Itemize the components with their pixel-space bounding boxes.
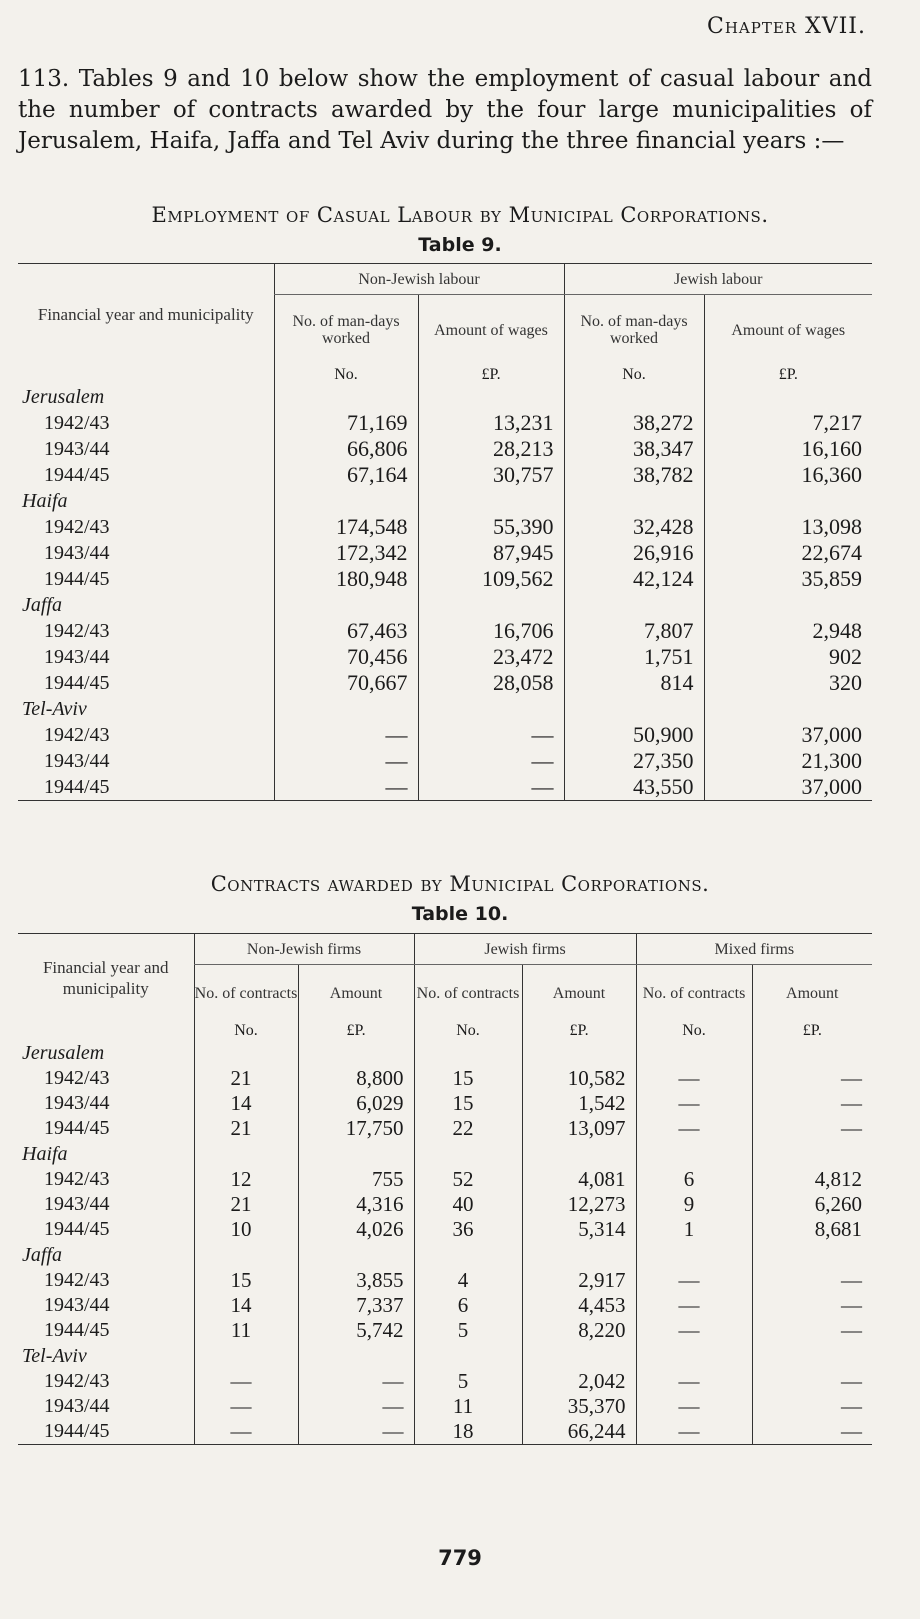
table10-heading: Contracts awarded by Municipal Corporations.	[210, 872, 710, 896]
nj-wages-value: 16,706	[418, 618, 564, 644]
nj-contracts-value: 14	[194, 1293, 298, 1318]
financial-year: 1942/43	[44, 619, 110, 642]
nj-amount-value: 3,855	[298, 1268, 414, 1293]
m-contracts-value: —	[636, 1268, 752, 1293]
j-amount-value: 10,582	[522, 1066, 636, 1091]
table9-heading: Employment of Casual Labour by Municipal Corporations.	[151, 203, 769, 227]
table10-empty-cell	[636, 1141, 752, 1167]
j-amount-value: 13,097	[522, 1116, 636, 1141]
municipality-name: Jaffa	[22, 1243, 62, 1266]
table9-empty-cell	[418, 696, 564, 722]
table9-empty-cell	[274, 696, 418, 722]
m-amount-value: 8,681	[752, 1217, 872, 1242]
j-mandays-value: 38,347	[564, 436, 704, 462]
nj-contracts-value: 21	[194, 1066, 298, 1091]
table10-row	[18, 1369, 872, 1394]
table9-empty-cell	[564, 696, 704, 722]
table9-row	[18, 540, 872, 566]
intro-paragraph: 113. Tables 9 and 10 below show the employment of casual labour and the number of contracts awarded by the four large municipalities of Jerusalem, Haifa, Jaffa and Tel Aviv during the three financial years :—	[18, 66, 872, 154]
financial-year: 1942/43	[44, 723, 110, 746]
nj-wages-value: 87,945	[418, 540, 564, 566]
table9-group-jewish: Jewish labour	[564, 264, 872, 295]
m-contracts-value: —	[636, 1091, 752, 1116]
nj-amount-value: —	[298, 1419, 414, 1445]
j-mandays-value: 50,900	[564, 722, 704, 748]
table9-row	[18, 774, 872, 801]
m-amount-value: —	[752, 1091, 872, 1116]
j-amount-value: 2,917	[522, 1268, 636, 1293]
table10-unit-j-amt: £P.	[522, 1021, 636, 1040]
nj-contracts-value: 11	[194, 1318, 298, 1343]
table10-unit-m-no: No.	[636, 1021, 752, 1040]
table10-empty-cell	[194, 1343, 298, 1369]
table10-municipality-row	[18, 1343, 872, 1369]
nj-contracts-value: 10	[194, 1217, 298, 1242]
table9-unit-blank	[18, 365, 274, 384]
table10-empty-cell	[414, 1242, 522, 1268]
financial-year: 1943/44	[44, 1294, 110, 1316]
table10-col-nj-contracts: No. of contracts	[194, 965, 298, 1022]
j-amount-value: 5,314	[522, 1217, 636, 1242]
table9-unit-nj-wages: £P.	[418, 365, 564, 384]
nj-amount-value: —	[298, 1394, 414, 1419]
financial-year: 1943/44	[44, 1193, 110, 1215]
financial-year: 1943/44	[44, 1395, 110, 1417]
nj-mandays-value: 70,456	[274, 644, 418, 670]
financial-year: 1942/43	[44, 1168, 110, 1190]
m-amount-value: —	[752, 1369, 872, 1394]
municipality-name: Tel-Aviv	[22, 1344, 87, 1367]
table9-unit-row	[18, 365, 872, 384]
financial-year: 1944/45	[44, 567, 110, 590]
financial-year: 1943/44	[44, 541, 110, 564]
table10-empty-cell	[752, 1343, 872, 1369]
table9-empty-cell	[564, 488, 704, 514]
nj-wages-value: —	[418, 748, 564, 774]
table10-row	[18, 1419, 872, 1445]
table9-empty-cell	[274, 592, 418, 618]
m-contracts-value: —	[636, 1369, 752, 1394]
j-wages-value: 21,300	[704, 748, 872, 774]
table10-col-j-amount: Amount	[522, 965, 636, 1022]
m-amount-value: —	[752, 1293, 872, 1318]
table9-group-non-jewish: Non-Jewish labour	[274, 264, 564, 295]
table10-empty-cell	[194, 1141, 298, 1167]
table10-title: Table 10.	[411, 903, 509, 925]
table10-empty-cell	[298, 1343, 414, 1369]
table10-empty-cell	[636, 1343, 752, 1369]
j-mandays-value: 1,751	[564, 644, 704, 670]
table10-row	[18, 1091, 872, 1116]
table9-empty-cell	[418, 592, 564, 618]
table10-col-nj-amount: Amount	[298, 965, 414, 1022]
nj-amount-value: 8,800	[298, 1066, 414, 1091]
table10-unit-row	[18, 1021, 872, 1040]
table9-row	[18, 566, 872, 592]
table10-empty-cell	[298, 1242, 414, 1268]
m-amount-value: —	[752, 1066, 872, 1091]
nj-mandays-value: 71,169	[274, 410, 418, 436]
j-contracts-value: 52	[414, 1167, 522, 1192]
table10	[18, 933, 872, 1445]
table10-empty-cell	[752, 1040, 872, 1066]
table9-row	[18, 410, 872, 436]
m-amount-value: 6,260	[752, 1192, 872, 1217]
j-amount-value: 35,370	[522, 1394, 636, 1419]
nj-contracts-value: 14	[194, 1091, 298, 1116]
nj-mandays-value: 67,164	[274, 462, 418, 488]
nj-amount-value: —	[298, 1369, 414, 1394]
j-amount-value: 1,542	[522, 1091, 636, 1116]
financial-year: 1942/43	[44, 411, 110, 434]
table9-empty-cell	[274, 488, 418, 514]
table9-unit-nj-days: No.	[274, 365, 418, 384]
j-mandays-value: 26,916	[564, 540, 704, 566]
table9-col-j-mandays: No. of man-days worked	[564, 295, 704, 366]
j-amount-value: 12,273	[522, 1192, 636, 1217]
table10-empty-cell	[636, 1040, 752, 1066]
j-contracts-value: 15	[414, 1066, 522, 1091]
table10-col-m-amount: Amount	[752, 965, 872, 1022]
table9-col-first: Financial year and municipality	[37, 305, 254, 324]
table10-empty-cell	[414, 1141, 522, 1167]
table9-unit-j-wages: £P.	[704, 365, 872, 384]
table10-row	[18, 1167, 872, 1192]
nj-amount-value: 5,742	[298, 1318, 414, 1343]
m-contracts-value: —	[636, 1419, 752, 1445]
nj-contracts-value: 21	[194, 1192, 298, 1217]
m-contracts-value: 1	[636, 1217, 752, 1242]
j-wages-value: 35,859	[704, 566, 872, 592]
table10-unit-j-no: No.	[414, 1021, 522, 1040]
table9-col-nj-wages: Amount of wages	[418, 295, 564, 366]
nj-contracts-value: 12	[194, 1167, 298, 1192]
table10-municipality-row	[18, 1141, 872, 1167]
m-amount-value: —	[752, 1116, 872, 1141]
j-amount-value: 8,220	[522, 1318, 636, 1343]
j-mandays-value: 814	[564, 670, 704, 696]
chapter-header: Chapter XVII.	[706, 14, 866, 39]
nj-wages-value: 28,058	[418, 670, 564, 696]
nj-contracts-value: —	[194, 1394, 298, 1419]
financial-year: 1944/45	[44, 1319, 110, 1341]
j-amount-value: 66,244	[522, 1419, 636, 1445]
j-wages-value: 7,217	[704, 410, 872, 436]
table10-empty-cell	[298, 1040, 414, 1066]
table9-municipality-row	[18, 384, 872, 410]
j-wages-value: 320	[704, 670, 872, 696]
table10-row	[18, 1268, 872, 1293]
j-wages-value: 902	[704, 644, 872, 670]
m-contracts-value: 6	[636, 1167, 752, 1192]
table10-unit-nj-no: No.	[194, 1021, 298, 1040]
j-mandays-value: 42,124	[564, 566, 704, 592]
table9-empty-cell	[704, 384, 872, 410]
table10-group-mixed: Mixed firms	[636, 934, 872, 965]
j-mandays-value: 43,550	[564, 774, 704, 801]
table10-col-first: Financial year and municipality	[42, 957, 169, 998]
table10-row	[18, 1318, 872, 1343]
j-wages-value: 37,000	[704, 774, 872, 801]
table10-empty-cell	[636, 1242, 752, 1268]
nj-contracts-value: 21	[194, 1116, 298, 1141]
nj-amount-value: 4,316	[298, 1192, 414, 1217]
table9-empty-cell	[564, 592, 704, 618]
table9-col-nj-mandays: No. of man-days worked	[274, 295, 418, 366]
table10-empty-cell	[522, 1141, 636, 1167]
j-wages-value: 37,000	[704, 722, 872, 748]
nj-mandays-value: —	[274, 748, 418, 774]
table9-empty-cell	[704, 592, 872, 618]
j-contracts-value: 11	[414, 1394, 522, 1419]
nj-mandays-value: —	[274, 722, 418, 748]
table9-row	[18, 722, 872, 748]
nj-wages-value: 55,390	[418, 514, 564, 540]
table10-unit-nj-amt: £P.	[298, 1021, 414, 1040]
table9-empty-cell	[274, 384, 418, 410]
j-wages-value: 16,360	[704, 462, 872, 488]
table10-unit-m-amt: £P.	[752, 1021, 872, 1040]
nj-mandays-value: 67,463	[274, 618, 418, 644]
table9-empty-cell	[418, 488, 564, 514]
table9-row	[18, 748, 872, 774]
table9-title: Table 9.	[418, 234, 502, 256]
j-amount-value: 4,453	[522, 1293, 636, 1318]
table9-empty-cell	[704, 696, 872, 722]
financial-year: 1943/44	[44, 749, 110, 772]
financial-year: 1944/45	[44, 775, 110, 798]
table9-row	[18, 644, 872, 670]
table10-group-jewish: Jewish firms	[414, 934, 636, 965]
table10-empty-cell	[522, 1343, 636, 1369]
table9-col-j-wages: Amount of wages	[704, 295, 872, 366]
nj-wages-value: 13,231	[418, 410, 564, 436]
m-contracts-value: 9	[636, 1192, 752, 1217]
j-contracts-value: 6	[414, 1293, 522, 1318]
financial-year: 1943/44	[44, 645, 110, 668]
m-contracts-value: —	[636, 1116, 752, 1141]
j-contracts-value: 18	[414, 1419, 522, 1445]
nj-wages-value: 28,213	[418, 436, 564, 462]
municipality-name: Jerusalem	[22, 1041, 105, 1064]
nj-wages-value: —	[418, 774, 564, 801]
table10-empty-cell	[522, 1242, 636, 1268]
financial-year: 1943/44	[44, 1092, 110, 1114]
table10-empty-cell	[414, 1343, 522, 1369]
financial-year: 1943/44	[44, 437, 110, 460]
financial-year: 1942/43	[44, 1269, 110, 1291]
nj-amount-value: 755	[298, 1167, 414, 1192]
j-wages-value: 13,098	[704, 514, 872, 540]
financial-year: 1942/43	[44, 1370, 110, 1392]
financial-year: 1944/45	[44, 671, 110, 694]
j-mandays-value: 32,428	[564, 514, 704, 540]
table9-municipality-row	[18, 592, 872, 618]
j-contracts-value: 36	[414, 1217, 522, 1242]
j-contracts-value: 5	[414, 1369, 522, 1394]
j-contracts-value: 40	[414, 1192, 522, 1217]
j-contracts-value: 15	[414, 1091, 522, 1116]
table10-empty-cell	[752, 1242, 872, 1268]
table10-group-non-jewish: Non-Jewish firms	[194, 934, 414, 965]
nj-contracts-value: —	[194, 1369, 298, 1394]
nj-mandays-value: 172,342	[274, 540, 418, 566]
j-wages-value: 16,160	[704, 436, 872, 462]
j-amount-value: 4,081	[522, 1167, 636, 1192]
m-contracts-value: —	[636, 1394, 752, 1419]
table9-empty-cell	[418, 384, 564, 410]
nj-amount-value: 6,029	[298, 1091, 414, 1116]
j-mandays-value: 27,350	[564, 748, 704, 774]
financial-year: 1944/45	[44, 463, 110, 486]
nj-wages-value: 109,562	[418, 566, 564, 592]
table9-row	[18, 618, 872, 644]
j-contracts-value: 22	[414, 1116, 522, 1141]
municipality-name: Jerusalem	[22, 385, 105, 408]
table9-municipality-row	[18, 488, 872, 514]
m-contracts-value: —	[636, 1318, 752, 1343]
j-mandays-value: 7,807	[564, 618, 704, 644]
j-mandays-value: 38,782	[564, 462, 704, 488]
j-contracts-value: 4	[414, 1268, 522, 1293]
table10-municipality-row	[18, 1242, 872, 1268]
m-amount-value: —	[752, 1318, 872, 1343]
table9-empty-cell	[704, 488, 872, 514]
nj-amount-value: 4,026	[298, 1217, 414, 1242]
page-number: 779	[438, 1546, 482, 1570]
table10-row	[18, 1394, 872, 1419]
nj-wages-value: —	[418, 722, 564, 748]
table9-row	[18, 462, 872, 488]
m-contracts-value: —	[636, 1066, 752, 1091]
table10-municipality-row	[18, 1040, 872, 1066]
table9-row	[18, 514, 872, 540]
nj-amount-value: 7,337	[298, 1293, 414, 1318]
municipality-name: Jaffa	[22, 593, 62, 616]
j-amount-value: 2,042	[522, 1369, 636, 1394]
nj-contracts-value: —	[194, 1419, 298, 1445]
table9-municipality-row	[18, 696, 872, 722]
m-contracts-value: —	[636, 1293, 752, 1318]
municipality-name: Haifa	[22, 489, 68, 512]
m-amount-value: 4,812	[752, 1167, 872, 1192]
financial-year: 1942/43	[44, 515, 110, 538]
municipality-name: Haifa	[22, 1142, 68, 1165]
table9-row	[18, 670, 872, 696]
nj-wages-value: 30,757	[418, 462, 564, 488]
table10-empty-cell	[414, 1040, 522, 1066]
table9	[18, 263, 872, 801]
table10-col-j-contracts: No. of contracts	[414, 965, 522, 1022]
financial-year: 1944/45	[44, 1117, 110, 1139]
m-amount-value: —	[752, 1419, 872, 1445]
nj-contracts-value: 15	[194, 1268, 298, 1293]
table10-empty-cell	[522, 1040, 636, 1066]
table10-unit-blank	[18, 1021, 194, 1040]
j-mandays-value: 38,272	[564, 410, 704, 436]
nj-mandays-value: —	[274, 774, 418, 801]
table9-unit-j-days: No.	[564, 365, 704, 384]
j-contracts-value: 5	[414, 1318, 522, 1343]
nj-mandays-value: 70,667	[274, 670, 418, 696]
table10-row	[18, 1066, 872, 1091]
m-amount-value: —	[752, 1394, 872, 1419]
table10-empty-cell	[752, 1141, 872, 1167]
table10-row	[18, 1217, 872, 1242]
table9-empty-cell	[564, 384, 704, 410]
financial-year: 1944/45	[44, 1420, 110, 1442]
municipality-name: Tel-Aviv	[22, 697, 87, 720]
nj-mandays-value: 174,548	[274, 514, 418, 540]
table10-empty-cell	[194, 1242, 298, 1268]
table10-row	[18, 1116, 872, 1141]
m-amount-value: —	[752, 1268, 872, 1293]
financial-year: 1944/45	[44, 1218, 110, 1240]
j-wages-value: 22,674	[704, 540, 872, 566]
table10-row	[18, 1293, 872, 1318]
table10-row	[18, 1192, 872, 1217]
nj-mandays-value: 66,806	[274, 436, 418, 462]
nj-wages-value: 23,472	[418, 644, 564, 670]
table9-row	[18, 436, 872, 462]
nj-mandays-value: 180,948	[274, 566, 418, 592]
nj-amount-value: 17,750	[298, 1116, 414, 1141]
table10-empty-cell	[298, 1141, 414, 1167]
table10-empty-cell	[194, 1040, 298, 1066]
table10-col-m-contracts: No. of contracts	[636, 965, 752, 1022]
j-wages-value: 2,948	[704, 618, 872, 644]
financial-year: 1942/43	[44, 1067, 110, 1089]
